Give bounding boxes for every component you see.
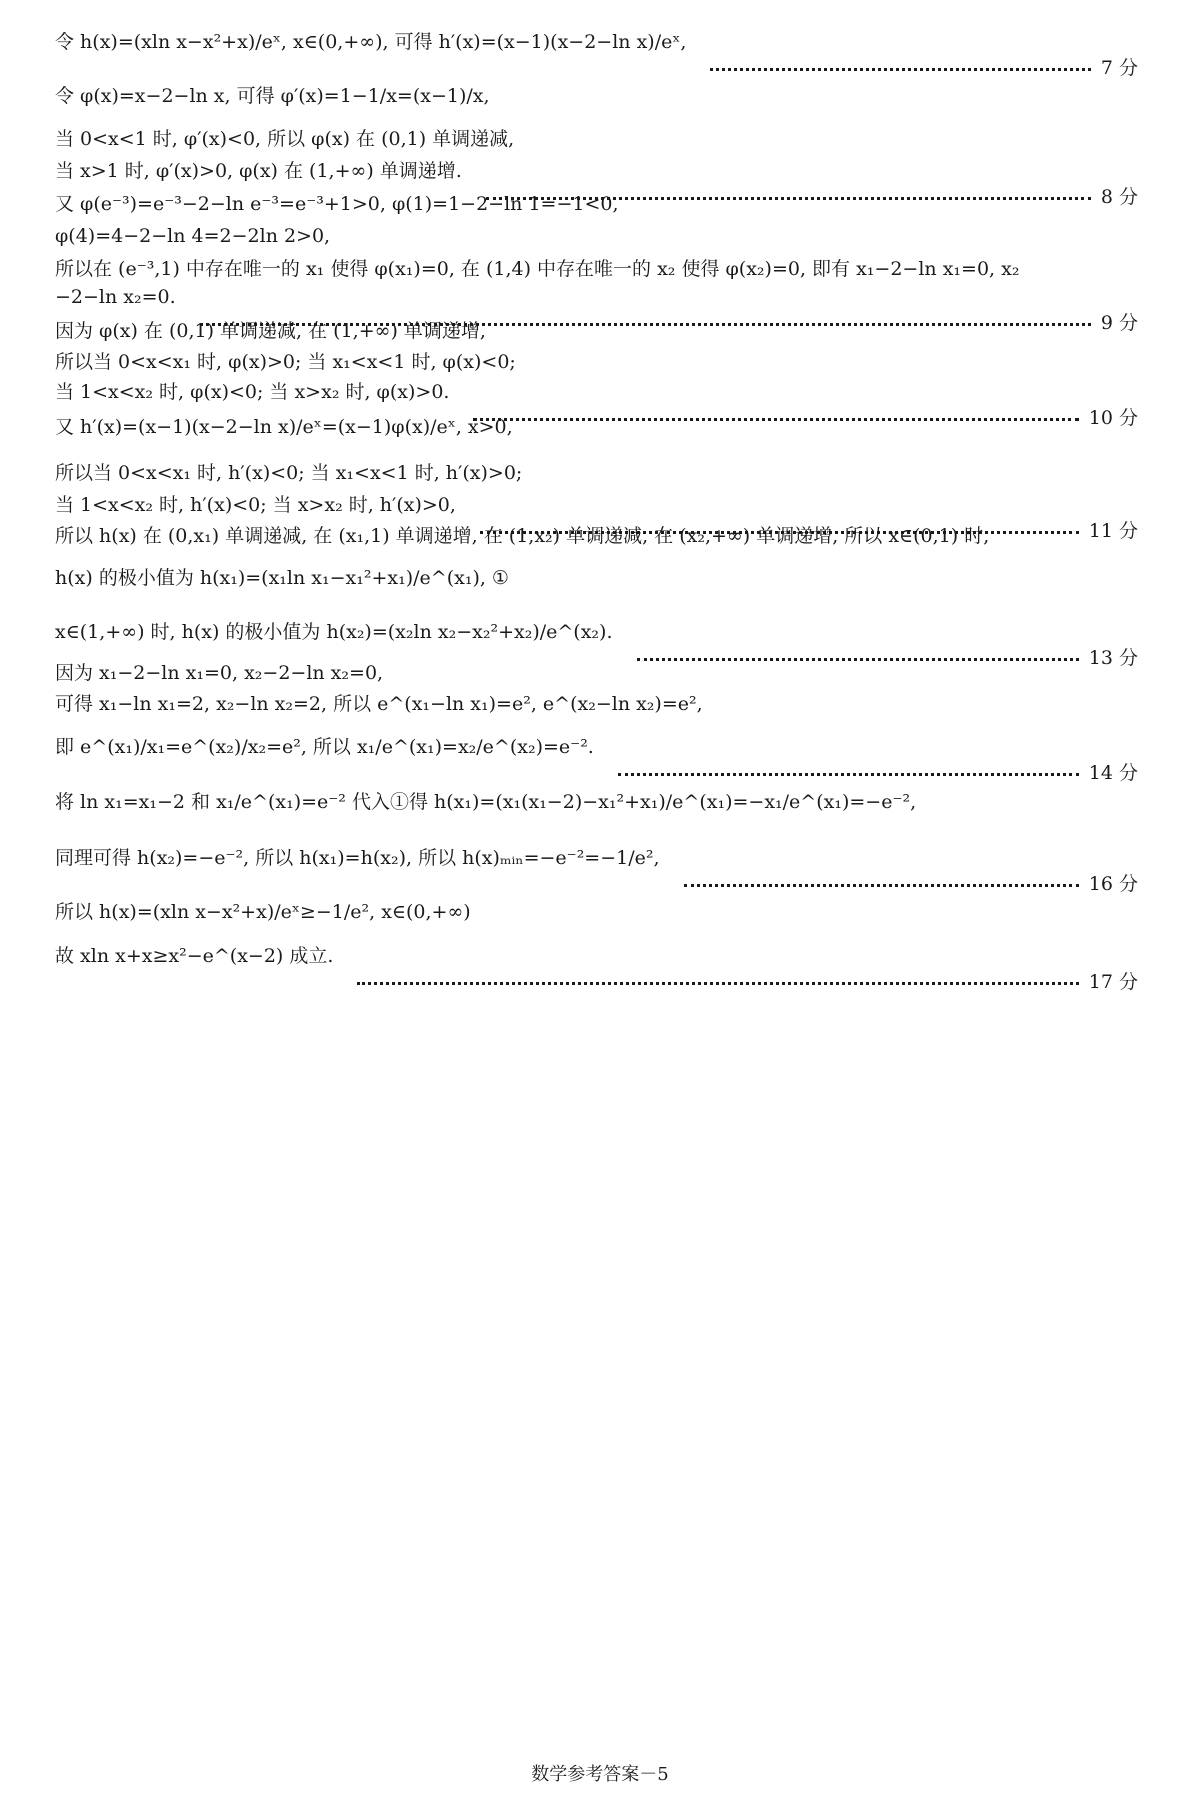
score-label: 14 分 [1088, 762, 1138, 784]
solution-line-text: 令 h(x)=(xln x−x²+x)/eˣ, x∈(0,+∞), 可得 h′(x)=(x−1)(x−2−ln x)/eˣ, [55, 31, 687, 53]
solution-line-text: 所以 h(x)=(xln x−x²+x)/eˣ≥−1/e², x∈(0,+∞) [55, 901, 471, 923]
solution-line-text: 所以在 (e⁻³,1) 中存在唯一的 x₁ 使得 φ(x₁)=0, 在 (1,4) 中存在唯一的 x₂ 使得 φ(x₂)=0, 即有 x₁−2−ln x₁=0, x₂ [55, 258, 1020, 280]
solution-line [55, 942, 1165, 993]
solution-line [55, 898, 1165, 925]
solution-line-text: −2−ln x₂=0. [55, 286, 176, 308]
solution-line-text: 因为 φ(x) 在 (0,1) 单调递减, 在 (1,+∞) 单调递增, [55, 320, 486, 342]
solution-line [55, 413, 1165, 440]
solution-line-text: 同理可得 h(x₂)=−e⁻², 所以 h(x₁)=h(x₂), 所以 h(x)ₘᵢₙ=−e⁻²=−1/e², [55, 847, 660, 869]
solution-line [55, 522, 1165, 549]
solution-line [55, 82, 1165, 109]
dot-leader [618, 771, 1079, 776]
score-marker [618, 760, 1138, 786]
solution-line-text: 所以当 0<x<x₁ 时, h′(x)<0; 当 x₁<x<1 时, h′(x)>0; [55, 462, 523, 484]
solution-line [55, 222, 1165, 249]
solution-line-text: 又 h′(x)=(x−1)(x−2−ln x)/eˣ=(x−1)φ(x)/eˣ, x>0, [55, 416, 513, 438]
score-label: 17 分 [1088, 971, 1138, 993]
dot-leader [684, 882, 1079, 887]
solution-line [55, 317, 1165, 344]
solution-line [55, 618, 1165, 669]
score-label: 13 分 [1088, 647, 1138, 669]
dot-leader [357, 980, 1078, 985]
score-label: 11 分 [1088, 520, 1138, 542]
solution-line-text: 当 1<x<x₂ 时, φ(x)<0; 当 x>x₂ 时, φ(x)>0. [55, 381, 450, 403]
solution-line-text: x∈(1,+∞) 时, h(x) 的极小值为 h(x₂)=(x₂ln x₂−x₂²+x₂)/e^(x₂). [55, 621, 613, 643]
solution-line-text: 故 xln x+x≥x²−e^(x−2) 成立. [55, 945, 334, 967]
score-marker [357, 969, 1138, 995]
solution-line [55, 690, 1165, 717]
solution-line-text: 当 x>1 时, φ′(x)>0, φ(x) 在 (1,+∞) 单调递增. [55, 160, 462, 182]
solution-line [55, 459, 1165, 486]
solution-line-text: 所以当 0<x<x₁ 时, φ(x)>0; 当 x₁<x<1 时, φ(x)<0; [55, 351, 516, 373]
solution-line-text: 将 ln x₁=x₁−2 和 x₁/e^(x₁)=e⁻² 代入①得 h(x₁)=(x₁(x₁−2)−x₁²+x₁)/e^(x₁)=−x₁/e^(x₁)=−e⁻², [55, 791, 917, 813]
score-label: 9 分 [1100, 312, 1138, 334]
score-label: 16 分 [1088, 873, 1138, 895]
score-label: 10 分 [1088, 407, 1138, 429]
score-marker [684, 871, 1138, 897]
solution-line [55, 255, 1165, 282]
solution-line-text: 所以 h(x) 在 (0,x₁) 单调递减, 在 (x₁,1) 单调递增, 在 (1,x₂) 单调递减, 在 (x₂,+∞) 单调递增, 所以 x∈(0,1) 时, [55, 525, 990, 547]
solution-line-text: 当 1<x<x₂ 时, h′(x)<0; 当 x>x₂ 时, h′(x)>0, [55, 494, 456, 516]
dot-leader [710, 66, 1090, 71]
solution-line-text: 又 φ(e⁻³)=e⁻³−2−ln e⁻³=e⁻³+1>0, φ(1)=1−2−ln 1=−1<0, [55, 193, 619, 215]
solution-line [55, 348, 1165, 375]
score-label: 7 分 [1100, 57, 1138, 79]
solution-line [55, 125, 1165, 152]
solution-line [55, 733, 1165, 784]
solution-line-text: 令 φ(x)=x−2−ln x, 可得 φ′(x)=1−1/x=(x−1)/x, [55, 85, 490, 107]
solution-line-text: h(x) 的极小值为 h(x₁)=(x₁ln x₁−x₁²+x₁)/e^(x₁), ① [55, 567, 509, 589]
score-marker [710, 55, 1138, 81]
solution-line [55, 190, 1165, 217]
solution-line-text: 因为 x₁−2−ln x₁=0, x₂−2−ln x₂=0, [55, 662, 384, 684]
page-footer: 数学参考答案－5 [531, 1764, 669, 1785]
solution-line [55, 28, 1165, 79]
score-label: 8 分 [1100, 186, 1138, 208]
solution-line-text: 当 0<x<1 时, φ′(x)<0, 所以 φ(x) 在 (0,1) 单调递减, [55, 128, 515, 150]
solution-line [55, 659, 1165, 686]
solution-line [55, 564, 1165, 591]
solution-line-text: 即 e^(x₁)/x₁=e^(x₂)/x₂=e², 所以 x₁/e^(x₁)=x₂/e^(x₂)=e⁻². [55, 736, 594, 758]
solution-line-text: φ(4)=4−2−ln 4=2−2ln 2>0, [55, 225, 331, 247]
solution-line [55, 788, 1165, 815]
solution-line-text: 可得 x₁−ln x₁=2, x₂−ln x₂=2, 所以 e^(x₁−ln x₁)=e², e^(x₂−ln x₂)=e², [55, 693, 703, 715]
solution-line [55, 844, 1165, 895]
